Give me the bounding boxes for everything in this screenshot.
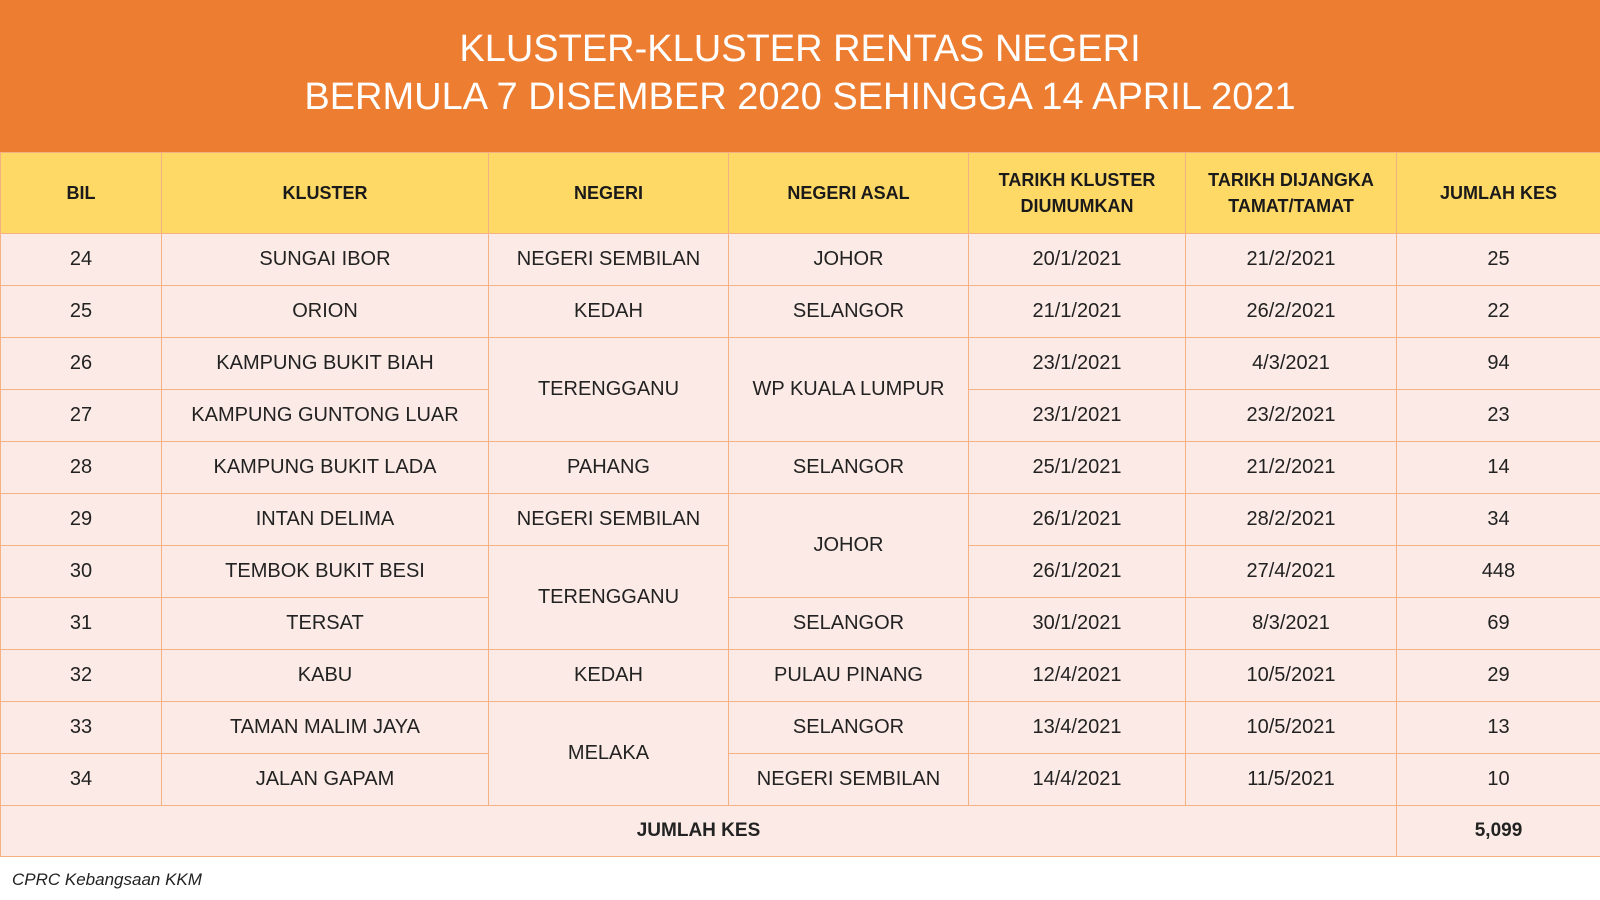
cell-kluster: KABU [162,650,489,702]
total-label: JUMLAH KES [1,806,1397,857]
cell-jumlah-kes: 14 [1397,442,1600,494]
col-header-tarikh-diumumkan-line2: DIUMUMKAN [1020,196,1134,216]
cell-bil: 28 [1,442,162,494]
cell-tarikh-tamat: 26/2/2021 [1186,286,1397,338]
total-value: 5,099 [1397,806,1600,857]
cell-negeri: KEDAH [489,650,729,702]
cell-jumlah-kes: 10 [1397,754,1600,806]
cell-bil: 31 [1,598,162,650]
total-row [1,806,1600,857]
cell-negeri-asal: SELANGOR [729,442,969,494]
cell-tarikh-tamat: 8/3/2021 [1186,598,1397,650]
cell-negeri-asal: SELANGOR [729,702,969,754]
table-row [1,754,1600,806]
cell-negeri: TERENGGANU [489,338,729,442]
cell-bil: 30 [1,546,162,598]
cell-negeri-asal: JOHOR [729,494,969,598]
cell-negeri: MELAKA [489,702,729,806]
cell-tarikh-tamat: 28/2/2021 [1186,494,1397,546]
cell-negeri-asal: WP KUALA LUMPUR [729,338,969,442]
cell-negeri-asal: JOHOR [729,234,969,286]
cell-negeri-asal: SELANGOR [729,286,969,338]
table-row [1,494,1600,546]
table-row [1,650,1600,702]
table-row [1,286,1600,338]
source-note: CPRC Kebangsaan KKM [12,870,202,889]
cell-tarikh-diumumkan: 13/4/2021 [969,702,1186,754]
col-header-negeri: NEGERI [489,153,729,234]
cell-bil: 29 [1,494,162,546]
cell-negeri: NEGERI SEMBILAN [489,494,729,546]
col-header-tarikh-tamat [1186,153,1397,234]
cell-kluster: JALAN GAPAM [162,754,489,806]
cell-bil: 27 [1,390,162,442]
cell-tarikh-diumumkan: 14/4/2021 [969,754,1186,806]
cell-kluster: SUNGAI IBOR [162,234,489,286]
table-row [1,234,1600,286]
cell-tarikh-tamat: 11/5/2021 [1186,754,1397,806]
table-row [1,338,1600,390]
col-header-tarikh-tamat-line2: TAMAT/TAMAT [1228,196,1354,216]
col-header-jumlah-kes: JUMLAH KES [1397,153,1600,234]
cell-tarikh-diumumkan: 26/1/2021 [969,494,1186,546]
title-line-2: BERMULA 7 DISEMBER 2020 SEHINGGA 14 APRIL 2021 [304,76,1296,118]
cell-tarikh-tamat: 4/3/2021 [1186,338,1397,390]
table-row [1,598,1600,650]
cell-tarikh-diumumkan: 26/1/2021 [969,546,1186,598]
cell-tarikh-diumumkan: 25/1/2021 [969,442,1186,494]
table-row [1,702,1600,754]
cell-kluster: ORION [162,286,489,338]
cell-bil: 26 [1,338,162,390]
cell-tarikh-diumumkan: 30/1/2021 [969,598,1186,650]
cell-bil: 34 [1,754,162,806]
cell-negeri-asal: PULAU PINANG [729,650,969,702]
cell-negeri: KEDAH [489,286,729,338]
header-row [1,153,1600,234]
cell-kluster: TAMAN MALIM JAYA [162,702,489,754]
cell-kluster: TERSAT [162,598,489,650]
cell-tarikh-tamat: 21/2/2021 [1186,234,1397,286]
cell-negeri: NEGERI SEMBILAN [489,234,729,286]
col-header-tarikh-diumumkan [969,153,1186,234]
cell-tarikh-diumumkan: 21/1/2021 [969,286,1186,338]
title-banner [0,0,1600,152]
cell-tarikh-diumumkan: 12/4/2021 [969,650,1186,702]
cell-negeri: TERENGGANU [489,546,729,650]
cell-jumlah-kes: 69 [1397,598,1600,650]
cell-kluster: KAMPUNG BUKIT BIAH [162,338,489,390]
cell-tarikh-diumumkan: 23/1/2021 [969,390,1186,442]
cell-jumlah-kes: 29 [1397,650,1600,702]
cell-jumlah-kes: 34 [1397,494,1600,546]
cell-negeri: PAHANG [489,442,729,494]
cell-tarikh-tamat: 21/2/2021 [1186,442,1397,494]
cell-bil: 24 [1,234,162,286]
cell-jumlah-kes: 448 [1397,546,1600,598]
cell-negeri-asal: NEGERI SEMBILAN [729,754,969,806]
cell-jumlah-kes: 13 [1397,702,1600,754]
cell-tarikh-tamat: 10/5/2021 [1186,650,1397,702]
cell-jumlah-kes: 25 [1397,234,1600,286]
cell-bil: 25 [1,286,162,338]
cell-jumlah-kes: 22 [1397,286,1600,338]
cell-tarikh-diumumkan: 23/1/2021 [969,338,1186,390]
cell-kluster: INTAN DELIMA [162,494,489,546]
cell-bil: 32 [1,650,162,702]
title-line-1: KLUSTER-KLUSTER RENTAS NEGERI [459,28,1141,70]
cell-tarikh-diumumkan: 20/1/2021 [969,234,1186,286]
cell-tarikh-tamat: 27/4/2021 [1186,546,1397,598]
cell-negeri-asal: SELANGOR [729,598,969,650]
cell-tarikh-tamat: 10/5/2021 [1186,702,1397,754]
col-header-bil: BIL [1,153,162,234]
cell-kluster: KAMPUNG BUKIT LADA [162,442,489,494]
cell-bil: 33 [1,702,162,754]
col-header-kluster: KLUSTER [162,153,489,234]
col-header-tarikh-tamat-line1: TARIKH DIJANGKA [1208,170,1374,190]
cell-kluster: KAMPUNG GUNTONG LUAR [162,390,489,442]
col-header-tarikh-diumumkan-line1: TARIKH KLUSTER [998,170,1156,190]
cell-jumlah-kes: 94 [1397,338,1600,390]
cell-tarikh-tamat: 23/2/2021 [1186,390,1397,442]
cell-jumlah-kes: 23 [1397,390,1600,442]
cell-kluster: TEMBOK BUKIT BESI [162,546,489,598]
col-header-negeri-asal: NEGERI ASAL [729,153,969,234]
table-row [1,442,1600,494]
cluster-table [0,152,1600,857]
